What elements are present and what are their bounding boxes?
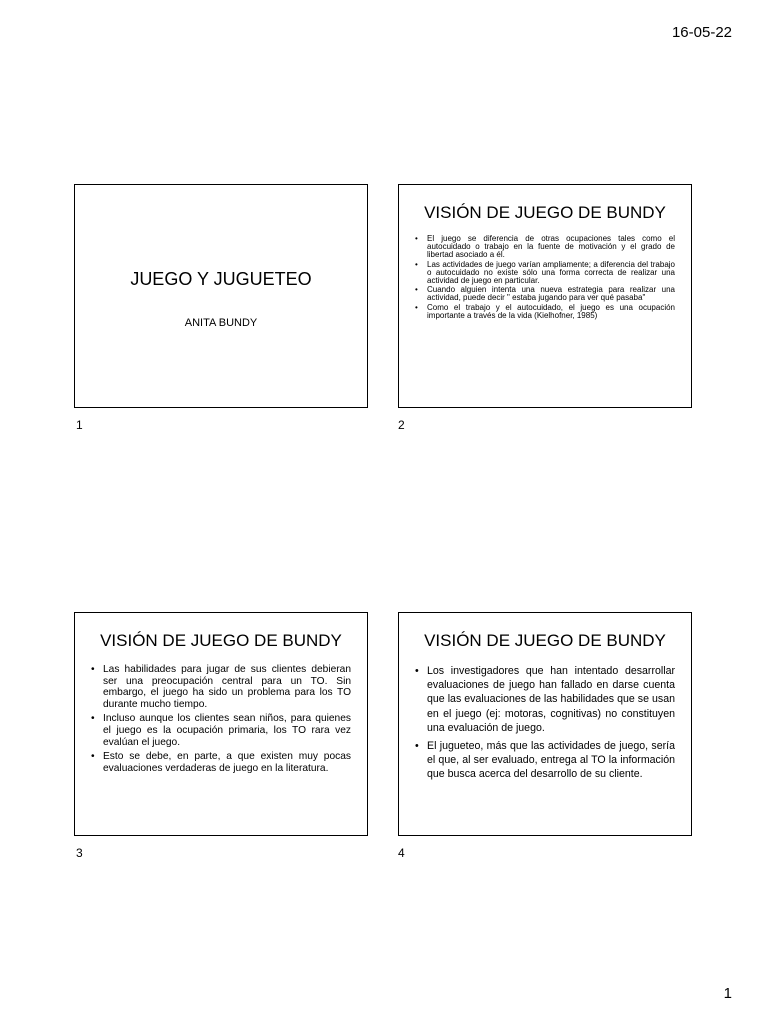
- slide-number: 4: [398, 846, 405, 860]
- bullet-list: [399, 235, 691, 320]
- bullet-item: • El juego se diferencia de otras ocupaciones tales como el autocuidado o trabajo en la fuente de motivación y el grado de libertad asociado a él.: [415, 235, 675, 260]
- bullet-item: • El jugueteo, más que las actividades de juego, sería el que, al ser evaluado, entrega al TO la información que busca acerca del desarrollo de su cliente.: [415, 739, 675, 782]
- bullet-item: • Esto se debe, en parte, a que existen muy pocas evaluaciones verdaderas de juego en la literatura.: [91, 751, 351, 774]
- bullet-item: • Las actividades de juego varían ampliamente; a diferencia del trabajo o autocuidado no existe sólo una forma correcta de realizar una actividad de juego en particular.: [415, 261, 675, 286]
- bullet-list: [75, 664, 367, 774]
- slide-number: 1: [76, 418, 83, 432]
- slide-4: [398, 612, 692, 836]
- slide-number: 3: [76, 846, 83, 860]
- bullet-list: [399, 664, 691, 782]
- slide-title: JUEGO Y JUGUETEO: [130, 269, 312, 289]
- page-number: 1: [723, 985, 732, 1002]
- slide-title: VISIÓN DE JUEGO DE BUNDY: [424, 203, 666, 222]
- slide-title: VISIÓN DE JUEGO DE BUNDY: [424, 631, 666, 650]
- bullet-item: • Los investigadores que han intentado desarrollar evaluaciones de juego han fallado en darse cuenta que las evaluaciones de las habilidades que se usan en el juego (ej: motoras, cognitivas) no constituyen una evaluación de juego.: [415, 664, 675, 735]
- slide-title: VISIÓN DE JUEGO DE BUNDY: [100, 631, 342, 650]
- page-date: 16-05-22: [671, 24, 732, 41]
- slide-number: 2: [398, 418, 405, 432]
- slide-1: [74, 184, 368, 408]
- slide-3: [74, 612, 368, 836]
- bullet-item: • Las habilidades para jugar de sus clientes debieran ser una preocupación central para un TO. Sin embargo, el juego ha sido un problema para los TO durante mucho tiempo.: [91, 664, 351, 710]
- slide-2: [398, 184, 692, 408]
- slide-subtitle: ANITA BUNDY: [184, 317, 258, 329]
- bullet-item: • Incluso aunque los clientes sean niños, para quienes el juego es la ocupación primaria, los TO rara vez evalúan el juego.: [91, 713, 351, 748]
- bullet-item: • Como el trabajo y el autocuidado, el juego es una ocupación importante a través de la vida (Kielhofner, 1985): [415, 304, 675, 320]
- bullet-item: • Cuando alguien intenta una nueva estrategia para realizar una actividad, puede decir " estaba jugando para ver qué pasaba": [415, 286, 675, 302]
